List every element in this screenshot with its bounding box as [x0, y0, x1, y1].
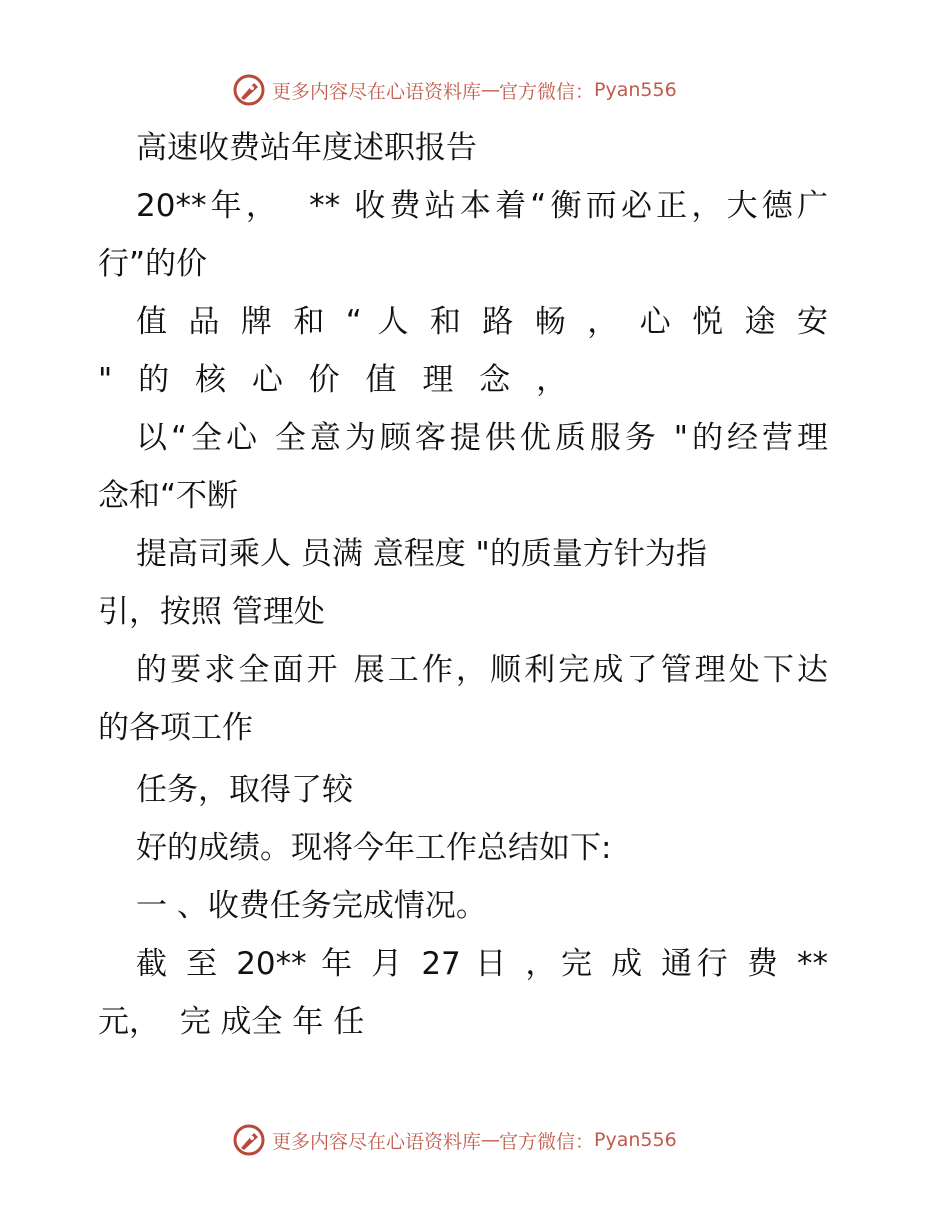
paragraph-line: 值 品 牌 和 “ 人 和 路 畅 ， 心 悦 途 安	[136, 304, 828, 340]
banner-text: 更多内容尽在心语资料库	[272, 80, 482, 103]
paragraph-line: 的各项工作	[98, 710, 253, 746]
paragraph-line: 元， 完 成全 年 任	[98, 1004, 365, 1040]
banner-wechat-id: Pyan556	[594, 1129, 677, 1151]
paragraph-line: 的要求全面开 展工作，顺利完成了管理处下达	[136, 652, 828, 688]
banner-text: 更多内容尽在心语资料库	[272, 1130, 482, 1153]
paragraph-line: 任务，取得了较	[136, 772, 353, 808]
banner-wechat-id: Pyan556	[594, 79, 677, 101]
paragraph-line: 行”的价	[98, 246, 208, 282]
section-heading: 一 、收费任务完成情况。	[136, 888, 487, 924]
paragraph-line: 20**年， ** 收费站本着“衡而必正，大德广	[136, 188, 828, 224]
paragraph-line: 好的成绩。现将今年工作总结如下:	[136, 830, 612, 866]
banner-label: 官方微信：	[499, 1130, 595, 1153]
paragraph-line: 以“全心 全意为顾客提供优质服务 "的经营理	[136, 420, 828, 456]
paragraph-line: 提高司乘人 员满 意程度 "的质量方针为指	[136, 536, 707, 572]
banner-dash: —	[481, 79, 500, 101]
paragraph-line: 引，按照 管理处	[98, 594, 325, 630]
footer-banner	[232, 1122, 677, 1158]
banner-dash: —	[481, 1129, 500, 1151]
pen-nib-logo-icon	[232, 1123, 266, 1157]
paragraph-line: 截 至 20** 年 月 27 日 ，完 成 通行 费 **	[136, 946, 828, 982]
paragraph-line: " 的 核 心 价 值 理 念 ，	[98, 362, 576, 398]
banner-label: 官方微信：	[499, 80, 595, 103]
document-title: 高速收费站年度述职报告	[136, 130, 477, 166]
paragraph-line: 念和“不断	[98, 478, 239, 514]
